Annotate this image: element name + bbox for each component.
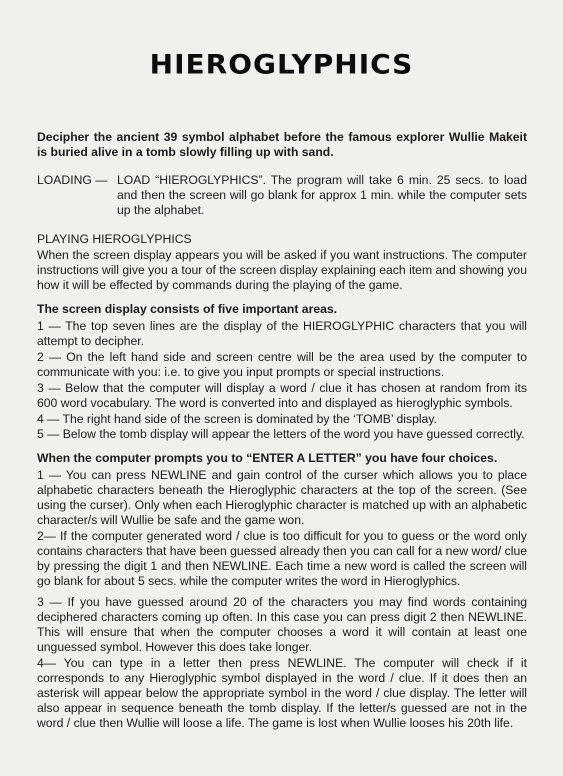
page-title: HIEROGLYPHICS — [149, 48, 414, 81]
display-item-1: 1 — The top seven lines are the display of the HIEROGLYPHIC characters that you will attempt to decipher. — [37, 319, 527, 348]
prompt-choice-1: 1 — You can press NEWLINE and gain control of the curser which allows you to place alphabetic characters beneath the Hieroglyphic characters at the top of the screen. (See using the curser). Only when each Hieroglyphic character is matched up with an alphabetic character/s will Wullie be safe and the game won. — [37, 468, 527, 527]
title-block — [0, 48, 563, 81]
prompt-choice-3: 3 — If you have guessed around 20 of the characters you may find words containing deciphered characters coming up often. In this case you can press digit 2 then NEWLINE. This will ensure that when the computer chooses a word it will contain at least one unguessed symbol. However this does take longer. — [37, 595, 527, 655]
display-item-4: 4 — The right hand side of the screen is dominated by the ‘TOMB’ display. — [37, 411, 437, 426]
display-item-2: 2 — On the left hand side and screen centre will be the area used by the computer to communicate with you: i.e. to give you input prompts or special instructions. — [37, 349, 527, 379]
loading-text: LOAD “HIEROGLYPHICS”. The program will take 6 min. 25 secs. to load and then the screen will go blank for approx 1 min. while the computer sets up the alphabet. — [117, 172, 527, 217]
prompt-choice-2: 2— If the computer generated word / clue is too difficult for you to guess or the word only contains characters that have been guessed already then you can call for a new word/ clue by pressing the digit 1 and then NEWLINE. Each time a new word is called the screen will go blank for about 5 secs. while the computer writes the word in Hieroglyphics. — [37, 528, 527, 588]
manual-body — [37, 130, 527, 732]
prompts-heading: When the computer prompts you to “ENTER A LETTER” you have four choices. — [37, 451, 498, 466]
loading-section — [37, 173, 527, 218]
playing-heading: PLAYING HIEROGLYPHICS — [37, 231, 192, 246]
intro-paragraph: Decipher the ancient 39 symbol alphabet before the famous explorer Wullie Makeit is buried alive in a tomb slowly filling up with sand. — [37, 130, 527, 159]
display-item-3: 3 — Below that the computer will display a word / clue it has chosen at random from its 600 word vocabulary. The word is converted into and displayed as hieroglyphic symbols. — [37, 380, 527, 410]
display-heading: The screen display consists of five important areas. — [37, 302, 338, 317]
prompt-choice-4: 4— You can type in a letter then press NEWLINE. The computer will check if it corresponds to any Hieroglyphic symbol displayed in the word / clue. If it does then an asterisk will appear below the appropriate symbol in the word / clue display. The letter will also appear in sequence beneath the tomb display. If the letter/s guessed are not in the word / clue then Wullie will loose a life. The game is lost when Wullie looses his 20th life. — [37, 656, 527, 730]
loading-label: LOADING — — [37, 172, 108, 187]
display-item-5: 5 — Below the tomb display will appear the letters of the word you have guessed correctly. — [37, 427, 525, 442]
playing-text: When the screen display appears you will be asked if you want instructions. The computer instructions will give you a tour of the screen display explaining each item and showing you how it will be effected by commands during the playing of the game. — [37, 248, 527, 293]
